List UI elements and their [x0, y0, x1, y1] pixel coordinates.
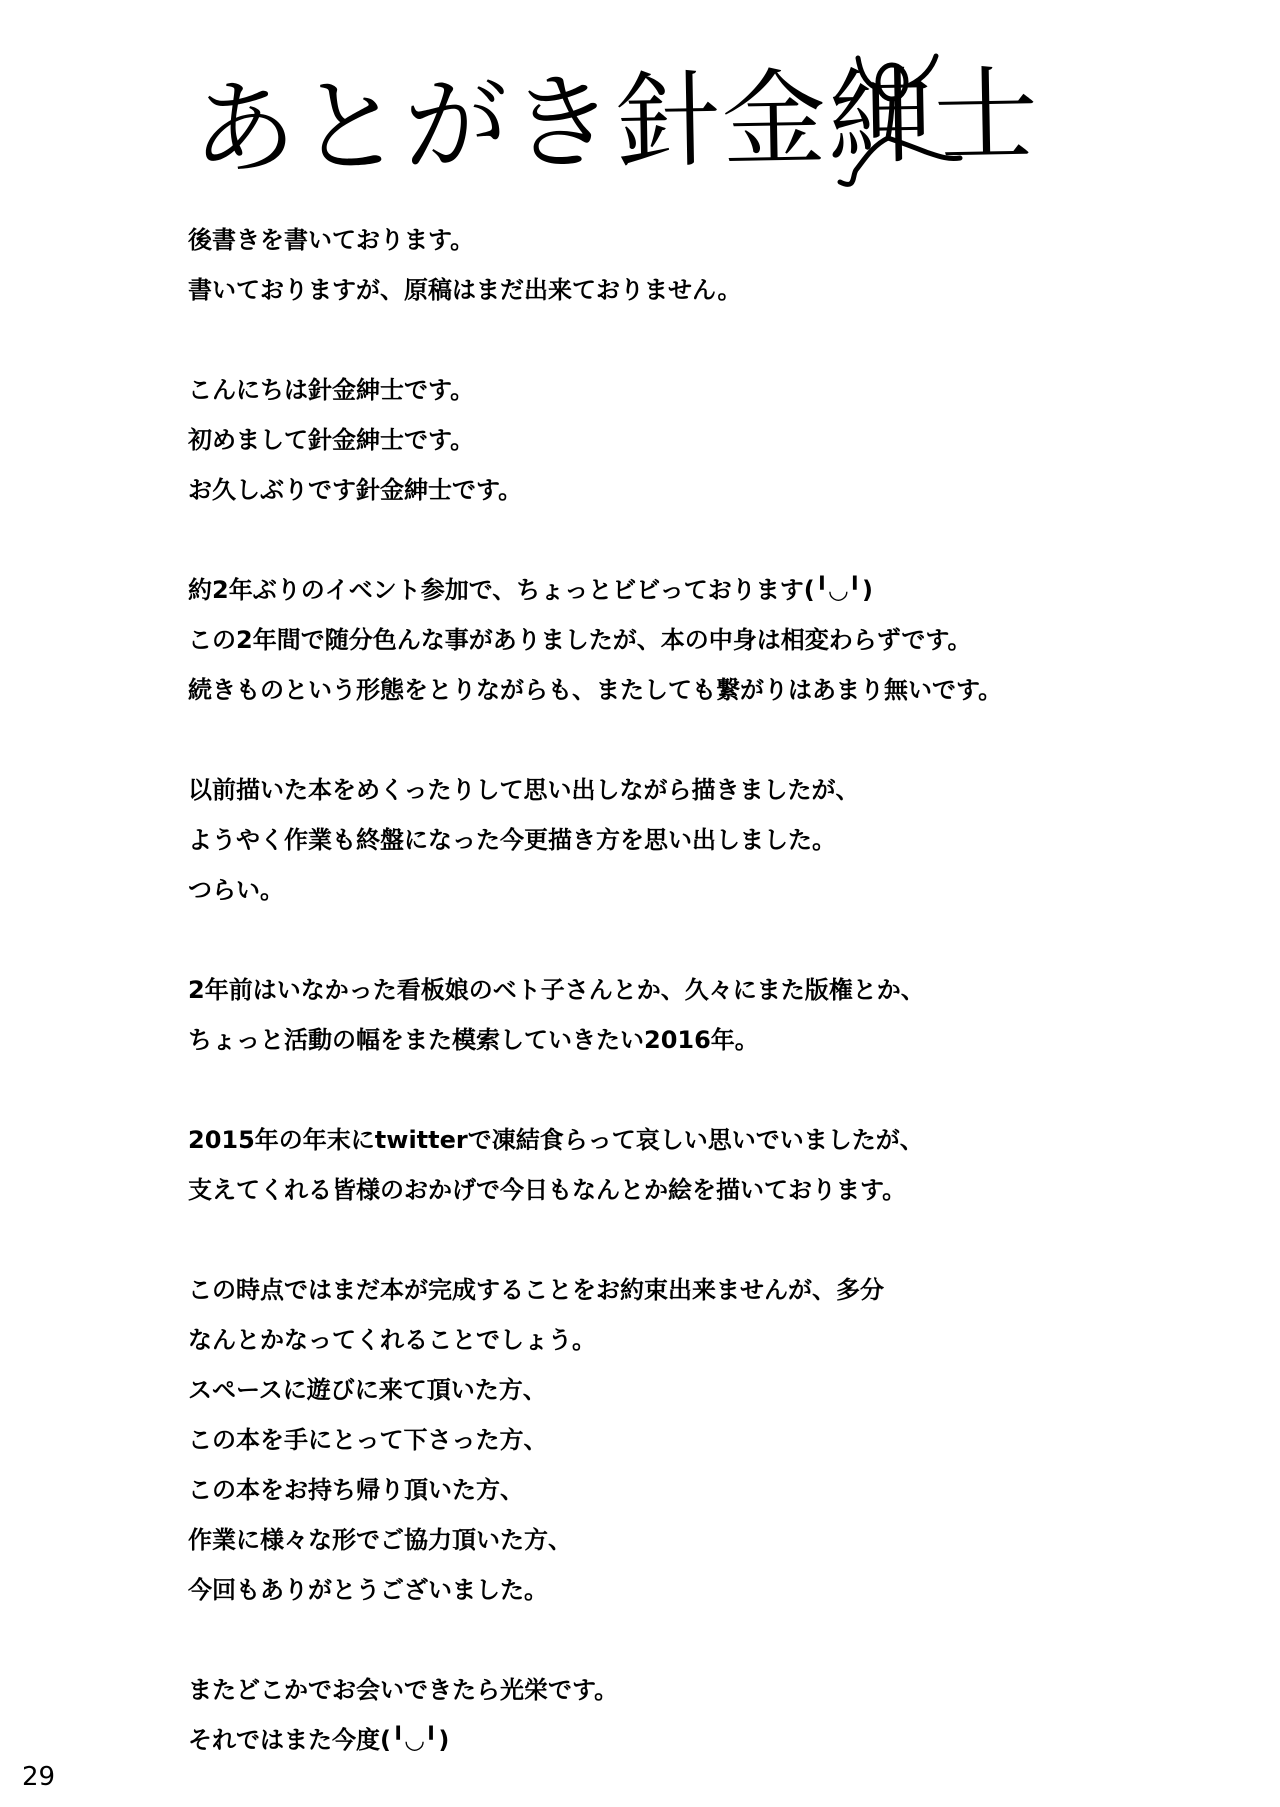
stick-figure-icon	[820, 50, 970, 195]
text-line: それではまた今度(╹◡╹)	[188, 1726, 450, 1754]
text-line: スペースに遊びに来て頂いた方、	[188, 1376, 547, 1404]
paragraph-gap	[188, 515, 1188, 565]
text-line: なんとかなってくれることでしょう。	[188, 1326, 596, 1354]
text-line: 作業に様々な形でご協力頂いた方、	[188, 1526, 572, 1554]
paragraph-gap	[188, 1615, 1188, 1665]
text-line: この本を手にとって下さった方、	[188, 1426, 548, 1454]
text-line: またどこかでお会いできたら光栄です。	[188, 1676, 619, 1704]
text-line: ちょっと活動の幅をまた模索していきたい2016年。	[188, 1026, 759, 1054]
text-line: お久しぶりです針金紳士です。	[188, 476, 523, 504]
text-line: 初めまして針金紳士です。	[188, 426, 475, 454]
text-line: 支えてくれる皆様のおかげで今日もなんとか絵を描いております。	[188, 1176, 907, 1204]
paragraph-gap	[188, 915, 1188, 965]
text-line: 2015年の年末にtwitterで凍結食らって哀しい思いでいましたが、	[188, 1126, 924, 1154]
text-line: つらい。	[188, 876, 284, 904]
paragraph-gap	[188, 1215, 1188, 1265]
text-line: 続きものという形態をとりながらも、またしても繋がりはあまり無いです。	[188, 676, 1003, 704]
text-line: 今回もありがとうございました。	[188, 1576, 548, 1604]
text-line: こんにちは針金紳士です。	[188, 376, 475, 404]
text-line: この時点ではまだ本が完成することをお約束出来ませんが、多分	[188, 1276, 884, 1304]
text-line: 2年前はいなかった看板娘のベト子さんとか、久々にまた版権とか、	[188, 976, 925, 1004]
text-line: ようやく作業も終盤になった今更描き方を思い出しました。	[188, 826, 836, 854]
title-area	[180, 50, 1042, 210]
paragraph-gap	[188, 315, 1188, 365]
text-line: この本をお持ち帰り頂いた方、	[188, 1476, 524, 1504]
paragraph-gap	[188, 715, 1188, 765]
text-line: 以前描いた本をめくったりして思い出しながら描きましたが、	[188, 776, 860, 804]
page-number: 29	[22, 1762, 56, 1792]
text-line: 約2年ぶりのイベント参加で、ちょっとビビっております(╹◡╹)	[188, 576, 874, 604]
text-line: 書いておりますが、原稿はまだ出来ておりません。	[188, 276, 742, 304]
paragraph-gap	[188, 1065, 1188, 1115]
page-title: あとがき針金紳士	[190, 53, 1042, 191]
text-line: 後書きを書いております。	[188, 226, 475, 254]
text-line: この2年間で随分色んな事がありましたが、本の中身は相変わらずです。	[188, 626, 972, 654]
afterword-body	[188, 215, 1188, 1765]
